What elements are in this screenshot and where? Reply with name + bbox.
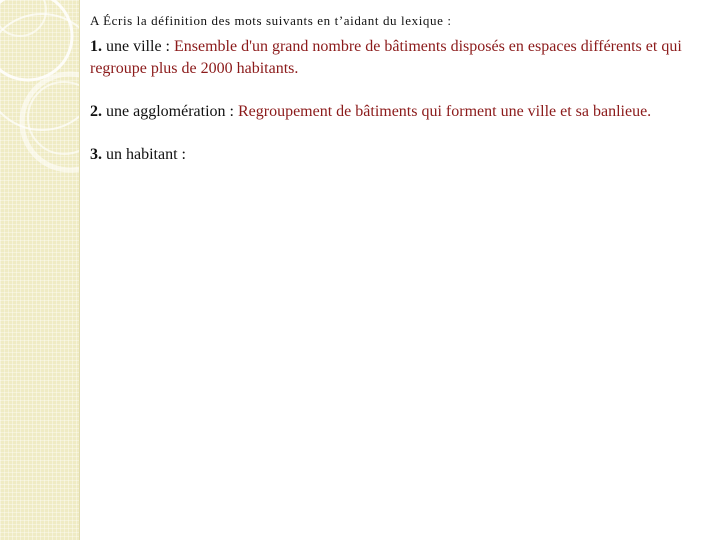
- worksheet-content: [90, 12, 690, 166]
- decorative-sidebar: [0, 0, 80, 540]
- item-term: un habitant :: [102, 146, 186, 163]
- item-term: une ville :: [102, 38, 174, 55]
- item-number: 2.: [90, 103, 102, 120]
- definition-item-agglomeration: [90, 101, 690, 123]
- item-definition: Regroupement de bâtiments qui forment une ville et sa banlieue.: [237, 103, 652, 120]
- circle-ornament-icon: [0, 0, 80, 200]
- definition-item-ville: [90, 36, 690, 80]
- item-number: 3.: [90, 146, 102, 163]
- instruction-text: A Écris la définition des mots suivants en t’aidant du lexique :: [90, 13, 452, 28]
- definition-item-habitant: [90, 144, 690, 166]
- item-definition: Ensemble d'un grand nombre de bâtiments disposés en espaces différents et qui regroupe plus de 2000 habitants.: [90, 38, 682, 77]
- item-term: une agglomération :: [102, 103, 238, 120]
- item-number: 1.: [90, 38, 102, 55]
